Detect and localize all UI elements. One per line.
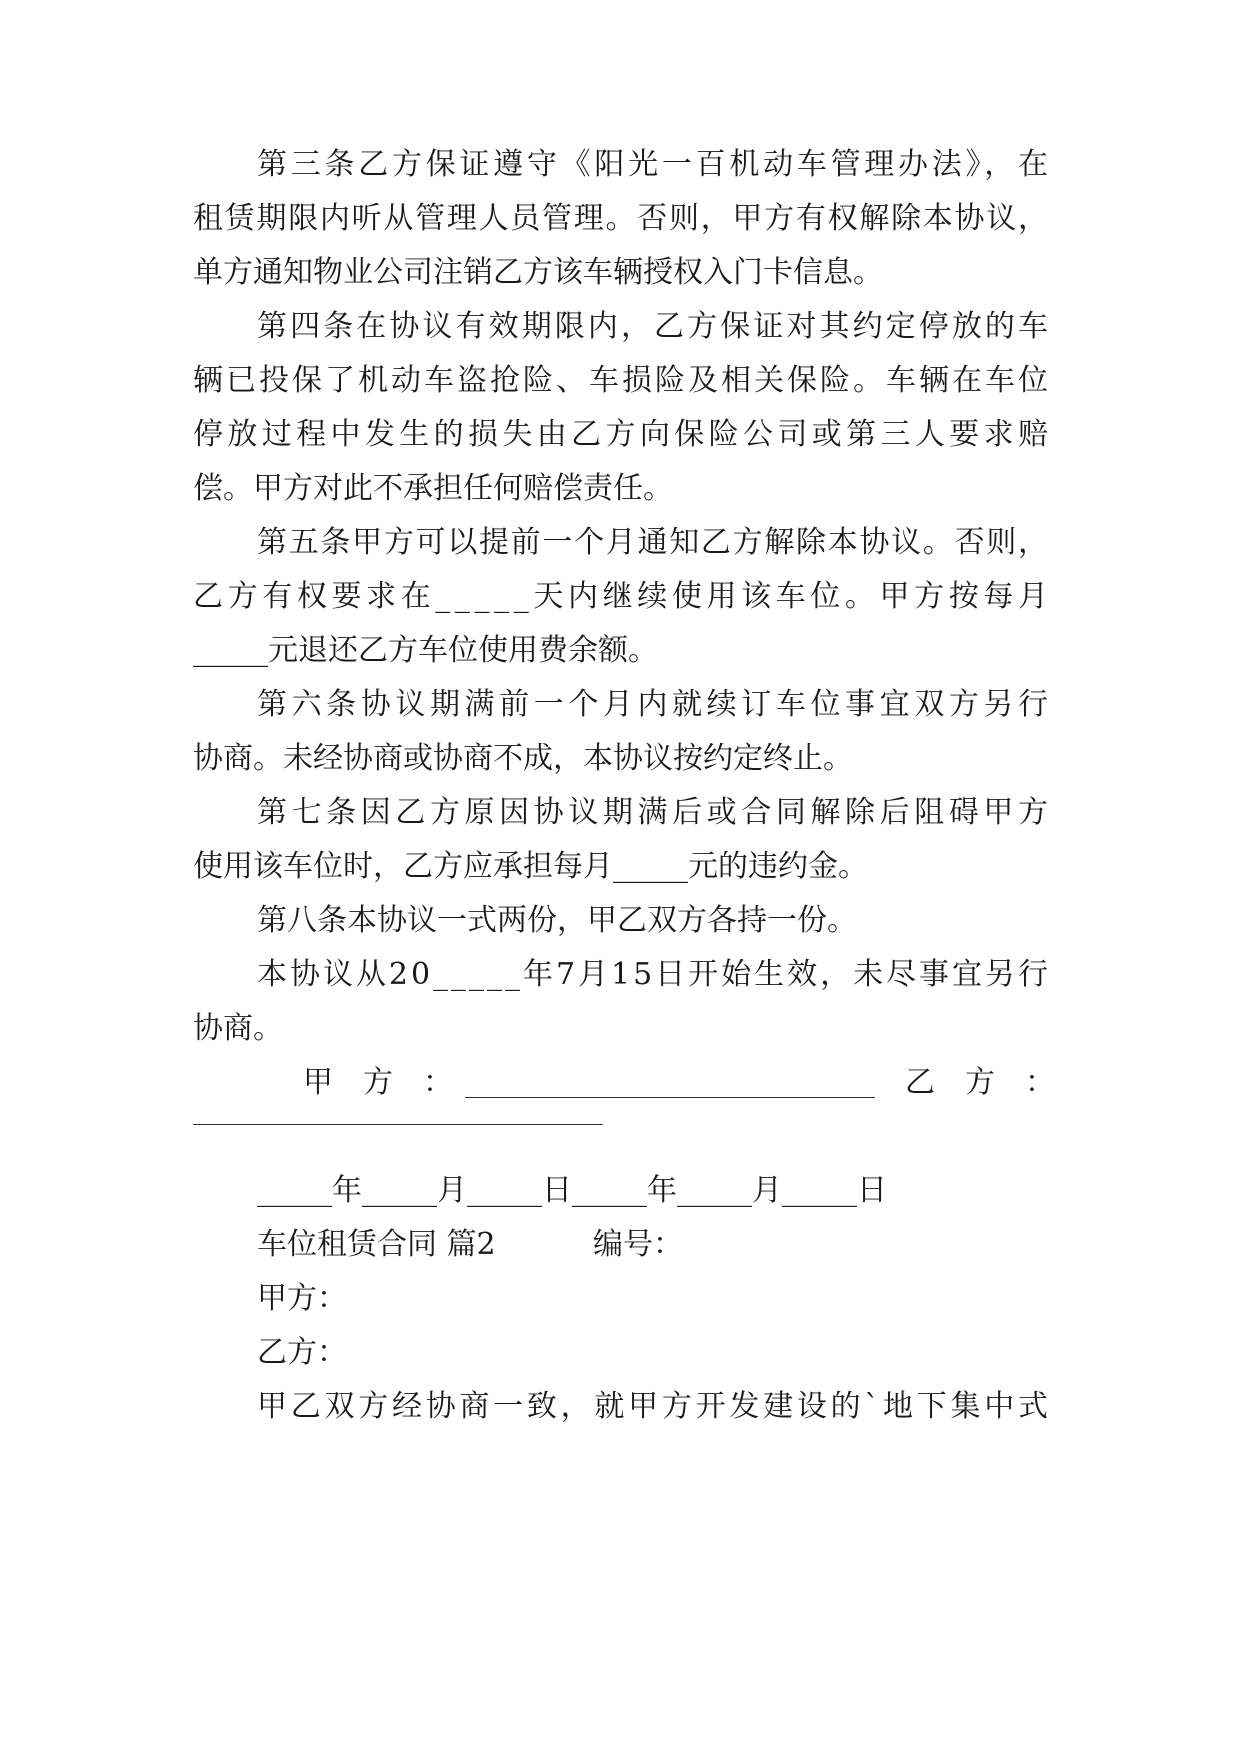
contract-2-party-b: 乙方： bbox=[257, 1335, 347, 1370]
effective-line-1: 本协议从20_____年7月15日开始生效，未尽事宜另行 bbox=[257, 957, 1051, 992]
clause-5-line-3: _____元退还乙方车位使用费余额。 bbox=[193, 633, 658, 668]
clause-5-line-2: 乙方有权要求在_____天内继续使用该车位。甲方按每月 bbox=[193, 579, 1053, 614]
contract-2-party-a: 甲方： bbox=[257, 1281, 347, 1316]
clause-7-line-2: 使用该车位时，乙方应承担每月_____元的违约金。 bbox=[193, 849, 868, 884]
clause-6-line-1: 第六条协议期满前一个月内就续订车位事宜双方另行 bbox=[257, 687, 1053, 722]
contract-2-title: 车位租赁合同 篇2 bbox=[257, 1227, 496, 1262]
effective-line-2: 协商。 bbox=[193, 1011, 283, 1046]
clause-3-line-1: 第三条乙方保证遵守《阳光一百机动车管理办法》，在 bbox=[257, 147, 1052, 182]
clause-4-line-2: 辆已投保了机动车盗抢险、车损险及相关保险。车辆在车位 bbox=[193, 363, 1051, 398]
party-b-signature-label: 乙 方 ： bbox=[905, 1065, 1055, 1100]
clause-4-line-1: 第四条在协议有效期限内，乙方保证对其约定停放的车 bbox=[257, 309, 1052, 344]
contract-2-intro: 甲乙双方经协商一致，就甲方开发建设的`地下集中式 bbox=[257, 1389, 1052, 1424]
clause-6-line-2: 协商。未经协商或协商不成，本协议按约定终止。 bbox=[193, 741, 853, 776]
date-line: _____年_____月_____日_____年_____月_____日 bbox=[257, 1173, 887, 1208]
clause-5-line-1: 第五条甲方可以提前一个月通知乙方解除本协议。否则， bbox=[257, 525, 1050, 560]
clause-4-line-4: 偿。甲方对此不承担任何赔偿责任。 bbox=[193, 471, 673, 506]
clause-7-line-1: 第七条因乙方原因协议期满后或合同解除后阻碍甲方 bbox=[257, 795, 1053, 830]
clause-3-line-2: 租赁期限内听从管理人员管理。否则，甲方有权解除本协议， bbox=[193, 201, 1050, 236]
contract-number-label: 编号： bbox=[593, 1227, 683, 1262]
party-a-signature-line bbox=[465, 1097, 875, 1098]
clause-3-line-3: 单方通知物业公司注销乙方该车辆授权入门卡信息。 bbox=[193, 255, 883, 290]
signature-row bbox=[193, 1063, 1055, 1103]
clause-4-line-3: 停放过程中发生的损失由乙方向保险公司或第三人要求赔 bbox=[193, 417, 1053, 452]
clause-8-line-1: 第八条本协议一式两份，甲乙双方各持一份。 bbox=[257, 903, 857, 938]
contract-2-header bbox=[193, 1225, 1048, 1265]
party-a-signature-label: 甲 方 ： bbox=[303, 1065, 453, 1100]
party-b-signature-line bbox=[193, 1124, 603, 1125]
